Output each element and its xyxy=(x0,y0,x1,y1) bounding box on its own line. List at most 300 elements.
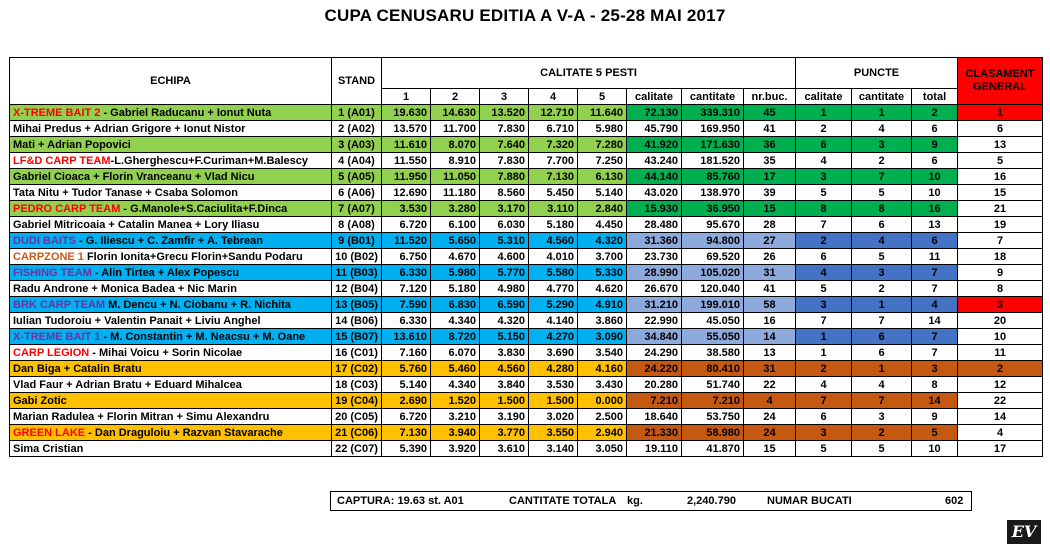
fish-weight-4: 4.270 xyxy=(529,329,578,345)
clasament-cell: 17 xyxy=(958,441,1043,457)
team-members: Vlad Faur + Adrian Bratu + Eduard Mihalcea xyxy=(13,378,242,391)
calitate-cell: 43.240 xyxy=(627,153,682,169)
fish-weight-3: 4.600 xyxy=(480,249,529,265)
fish-weight-1: 13.610 xyxy=(382,329,431,345)
clasament-cell: 19 xyxy=(958,217,1043,233)
fish-weight-2: 8.910 xyxy=(431,153,480,169)
fish-weight-3: 6.030 xyxy=(480,217,529,233)
fish-weight-4: 5.450 xyxy=(529,185,578,201)
fish-weight-1: 12.690 xyxy=(382,185,431,201)
fish-weight-5: 2.940 xyxy=(578,425,627,441)
stand-cell: 22 (C07) xyxy=(332,441,382,457)
table-row xyxy=(10,201,1043,217)
team-members: Tata Nitu + Tudor Tanase + Csaba Solomon xyxy=(13,186,238,199)
calitate-cell: 19.110 xyxy=(627,441,682,457)
fish-weight-4: 6.710 xyxy=(529,121,578,137)
team-members: Gabi Zotic xyxy=(13,394,67,407)
puncte-calitate: 7 xyxy=(796,217,852,233)
calitate-cell: 34.840 xyxy=(627,329,682,345)
fish-weight-5: 4.620 xyxy=(578,281,627,297)
fish-weight-2: 11.180 xyxy=(431,185,480,201)
fish-weight-3: 1.500 xyxy=(480,393,529,409)
fish-weight-3: 5.310 xyxy=(480,233,529,249)
puncte-total: 10 xyxy=(912,169,958,185)
fish-weight-2: 5.650 xyxy=(431,233,480,249)
calitate-cell: 31.360 xyxy=(627,233,682,249)
fish-weight-5: 3.700 xyxy=(578,249,627,265)
team-name xyxy=(10,153,332,169)
stand-cell: 12 (B04) xyxy=(332,281,382,297)
puncte-total: 6 xyxy=(912,233,958,249)
fish-weight-5: 7.280 xyxy=(578,137,627,153)
clasament-cell: 2 xyxy=(958,361,1043,377)
puncte-total: 7 xyxy=(912,329,958,345)
puncte-calitate: 5 xyxy=(796,441,852,457)
fish-weight-5: 3.430 xyxy=(578,377,627,393)
fish-weight-3: 3.840 xyxy=(480,377,529,393)
fish-weight-4: 5.290 xyxy=(529,297,578,313)
fish-weight-3: 4.560 xyxy=(480,361,529,377)
calitate-cell: 18.640 xyxy=(627,409,682,425)
fish-weight-2: 11.700 xyxy=(431,121,480,137)
puncte-cantitate: 1 xyxy=(852,297,912,313)
puncte-total: 7 xyxy=(912,345,958,361)
clasament-cell: 13 xyxy=(958,137,1043,153)
fish-weight-2: 14.630 xyxy=(431,105,480,121)
stand-cell: 13 (B05) xyxy=(332,297,382,313)
puncte-calitate: 3 xyxy=(796,297,852,313)
fish-weight-4: 4.770 xyxy=(529,281,578,297)
fish-weight-4: 3.550 xyxy=(529,425,578,441)
fish-weight-4: 4.140 xyxy=(529,313,578,329)
fish-weight-2: 3.280 xyxy=(431,201,480,217)
fish-weight-5: 4.160 xyxy=(578,361,627,377)
calitate-cell: 41.920 xyxy=(627,137,682,153)
fish-weight-2: 8.070 xyxy=(431,137,480,153)
stand-cell: 16 (C01) xyxy=(332,345,382,361)
stand-cell: 18 (C03) xyxy=(332,377,382,393)
buc-cell: 14 xyxy=(744,329,796,345)
fish-weight-4: 3.140 xyxy=(529,441,578,457)
team-name xyxy=(10,313,332,329)
puncte-calitate: 4 xyxy=(796,377,852,393)
buc-cell: 31 xyxy=(744,361,796,377)
calitate-cell: 28.480 xyxy=(627,217,682,233)
fish-weight-3: 5.150 xyxy=(480,329,529,345)
fish-weight-3: 3.190 xyxy=(480,409,529,425)
cantitate-cell: 51.740 xyxy=(682,377,744,393)
fish-weight-4: 4.560 xyxy=(529,233,578,249)
fish-weight-5: 11.640 xyxy=(578,105,627,121)
calitate-cell: 43.020 xyxy=(627,185,682,201)
puncte-calitate: 2 xyxy=(796,233,852,249)
team-members: Marian Radulea + Florin Mitran + Simu Alexandru xyxy=(13,410,270,423)
table-row xyxy=(10,185,1043,201)
puncte-total: 6 xyxy=(912,121,958,137)
buc-cell: 17 xyxy=(744,169,796,185)
calitate-cell: 21.330 xyxy=(627,425,682,441)
cantitate-cell: 138.970 xyxy=(682,185,744,201)
fish-weight-5: 4.320 xyxy=(578,233,627,249)
table-row xyxy=(10,121,1043,137)
team-name xyxy=(10,217,332,233)
puncte-total: 2 xyxy=(912,105,958,121)
fish-weight-5: 4.450 xyxy=(578,217,627,233)
table-row xyxy=(10,409,1043,425)
cantitate-cell: 41.870 xyxy=(682,441,744,457)
team-members: - M. Constantin + M. Neacsu + M. Oane xyxy=(100,330,306,343)
team-brand: GREEN LAKE xyxy=(13,426,86,439)
buc-cell: 41 xyxy=(744,121,796,137)
fish-weight-1: 11.520 xyxy=(382,233,431,249)
cantitate-cell: 69.520 xyxy=(682,249,744,265)
calitate-cell: 24.290 xyxy=(627,345,682,361)
fish-weight-3: 4.320 xyxy=(480,313,529,329)
fish-weight-1: 11.950 xyxy=(382,169,431,185)
team-name xyxy=(10,105,332,121)
subheader-1: 2 xyxy=(431,89,480,105)
team-name xyxy=(10,425,332,441)
clasament-cell: 3 xyxy=(958,297,1043,313)
results-table xyxy=(9,57,1043,457)
fish-weight-2: 4.670 xyxy=(431,249,480,265)
cantitate-cell: 7.210 xyxy=(682,393,744,409)
fish-weight-5: 2.500 xyxy=(578,409,627,425)
fish-weight-1: 6.330 xyxy=(382,265,431,281)
table-row xyxy=(10,233,1043,249)
puncte-cantitate: 6 xyxy=(852,345,912,361)
puncte-calitate: 5 xyxy=(796,281,852,297)
puncte-calitate: 8 xyxy=(796,201,852,217)
subheader-10: total xyxy=(912,89,958,105)
fish-weight-3: 7.880 xyxy=(480,169,529,185)
puncte-total: 14 xyxy=(912,313,958,329)
puncte-calitate: 7 xyxy=(796,313,852,329)
puncte-calitate: 4 xyxy=(796,153,852,169)
puncte-cantitate: 7 xyxy=(852,313,912,329)
fish-weight-2: 6.830 xyxy=(431,297,480,313)
puncte-cantitate: 1 xyxy=(852,105,912,121)
clasament-cell: 8 xyxy=(958,281,1043,297)
fish-weight-3: 3.770 xyxy=(480,425,529,441)
clasament-cell: 21 xyxy=(958,201,1043,217)
fish-weight-1: 7.120 xyxy=(382,281,431,297)
puncte-total: 6 xyxy=(912,153,958,169)
puncte-cantitate: 2 xyxy=(852,153,912,169)
team-name xyxy=(10,409,332,425)
fish-weight-3: 8.560 xyxy=(480,185,529,201)
calitate-cell: 26.670 xyxy=(627,281,682,297)
puncte-cantitate: 4 xyxy=(852,377,912,393)
subheader-6: cantitate xyxy=(682,89,744,105)
stand-cell: 21 (C06) xyxy=(332,425,382,441)
fish-weight-4: 7.130 xyxy=(529,169,578,185)
calitate-cell: 28.990 xyxy=(627,265,682,281)
calitate-cell: 45.790 xyxy=(627,121,682,137)
fish-weight-1: 6.330 xyxy=(382,313,431,329)
puncte-calitate: 3 xyxy=(796,169,852,185)
cantitate-cell: 199.010 xyxy=(682,297,744,313)
fish-weight-2: 4.340 xyxy=(431,377,480,393)
team-name xyxy=(10,329,332,345)
stand-cell: 6 (A06) xyxy=(332,185,382,201)
team-name xyxy=(10,393,332,409)
clasament-cell: 14 xyxy=(958,409,1043,425)
calitate-cell: 44.140 xyxy=(627,169,682,185)
puncte-cantitate: 5 xyxy=(852,441,912,457)
clasament-cell: 4 xyxy=(958,425,1043,441)
calitate-cell: 22.990 xyxy=(627,313,682,329)
fish-weight-2: 6.070 xyxy=(431,345,480,361)
puncte-calitate: 6 xyxy=(796,409,852,425)
subheader-5: calitate xyxy=(627,89,682,105)
calitate-cell: 7.210 xyxy=(627,393,682,409)
puncte-calitate: 3 xyxy=(796,425,852,441)
team-members: - Gabriel Raducanu + Ionut Nuta xyxy=(100,106,272,119)
cantitate-cell: 36.950 xyxy=(682,201,744,217)
team-members: Mati + Adrian Popovici xyxy=(13,138,131,151)
puncte-total: 5 xyxy=(912,425,958,441)
puncte-calitate: 2 xyxy=(796,361,852,377)
cantitate-cell: 45.050 xyxy=(682,313,744,329)
cantitate-cell: 94.800 xyxy=(682,233,744,249)
puncte-cantitate: 3 xyxy=(852,409,912,425)
team-name xyxy=(10,233,332,249)
clasament-cell: 1 xyxy=(958,105,1043,121)
puncte-total: 16 xyxy=(912,201,958,217)
table-row xyxy=(10,249,1043,265)
team-members: M. Dencu + N. Ciobanu + R. Nichita xyxy=(105,298,291,311)
calitate-cell: 72.130 xyxy=(627,105,682,121)
stand-cell: 1 (A01) xyxy=(332,105,382,121)
fish-weight-1: 13.570 xyxy=(382,121,431,137)
team-name xyxy=(10,249,332,265)
table-row xyxy=(10,441,1043,457)
cantitate-cell: 105.020 xyxy=(682,265,744,281)
team-members: Gabriel Cioaca + Florin Vranceanu + Vlad Nicu xyxy=(13,170,255,183)
puncte-total: 7 xyxy=(912,281,958,297)
puncte-total: 13 xyxy=(912,217,958,233)
fish-weight-4: 5.580 xyxy=(529,265,578,281)
fish-weight-1: 6.720 xyxy=(382,409,431,425)
table-row xyxy=(10,361,1043,377)
cantitate-label: CANTITATE TOTALA xyxy=(509,495,617,507)
puncte-cantitate: 3 xyxy=(852,265,912,281)
team-brand: BRK CARP TEAM xyxy=(13,298,106,311)
puncte-calitate: 1 xyxy=(796,329,852,345)
puncte-calitate: 7 xyxy=(796,393,852,409)
puncte-calitate: 4 xyxy=(796,265,852,281)
team-brand: LF&D CARP TEAM xyxy=(13,154,111,167)
stand-cell: 5 (A05) xyxy=(332,169,382,185)
calitate-cell: 23.730 xyxy=(627,249,682,265)
stand-cell: 10 (B02) xyxy=(332,249,382,265)
puncte-cantitate: 4 xyxy=(852,121,912,137)
team-name xyxy=(10,137,332,153)
buc-cell: 27 xyxy=(744,233,796,249)
team-name xyxy=(10,201,332,217)
puncte-cantitate: 2 xyxy=(852,281,912,297)
fish-weight-4: 3.690 xyxy=(529,345,578,361)
team-members: Florin Ionita+Grecu Florin+Sandu Podaru xyxy=(83,250,303,263)
fish-weight-5: 3.540 xyxy=(578,345,627,361)
fish-weight-5: 7.250 xyxy=(578,153,627,169)
fish-weight-2: 1.520 xyxy=(431,393,480,409)
cantitate-cell: 181.520 xyxy=(682,153,744,169)
header-calitate: CALITATE 5 PESTI xyxy=(382,58,796,89)
stand-cell: 7 (A07) xyxy=(332,201,382,217)
puncte-calitate: 1 xyxy=(796,105,852,121)
fish-weight-5: 2.840 xyxy=(578,201,627,217)
table-row xyxy=(10,377,1043,393)
table-row xyxy=(10,137,1043,153)
fish-weight-3: 5.770 xyxy=(480,265,529,281)
table-row xyxy=(10,105,1043,121)
fish-weight-5: 5.140 xyxy=(578,185,627,201)
header-puncte: PUNCTE xyxy=(796,58,958,89)
team-members: - G. Iliescu + C. Zamfir + A. Tebrean xyxy=(75,234,264,247)
puncte-total: 4 xyxy=(912,297,958,313)
fish-weight-5: 3.090 xyxy=(578,329,627,345)
fish-weight-4: 7.320 xyxy=(529,137,578,153)
team-members: Gabriel Mitricoaia + Catalin Manea + Lory Iliasu xyxy=(13,218,260,231)
table-row xyxy=(10,281,1043,297)
fish-weight-1: 7.590 xyxy=(382,297,431,313)
puncte-calitate: 2 xyxy=(796,121,852,137)
buc-label: NUMAR BUCATI xyxy=(767,495,852,507)
cantitate-value: 2,240.790 xyxy=(687,495,736,507)
fish-weight-2: 3.940 xyxy=(431,425,480,441)
puncte-cantitate: 7 xyxy=(852,393,912,409)
team-name xyxy=(10,377,332,393)
table-row xyxy=(10,425,1043,441)
puncte-cantitate: 4 xyxy=(852,233,912,249)
table-row xyxy=(10,329,1043,345)
team-members: Iulian Tudoroiu + Valentin Panait + Liviu Anghel xyxy=(13,314,261,327)
fish-weight-1: 5.140 xyxy=(382,377,431,393)
table-row xyxy=(10,393,1043,409)
stand-cell: 20 (C05) xyxy=(332,409,382,425)
fish-weight-1: 3.530 xyxy=(382,201,431,217)
puncte-total: 3 xyxy=(912,361,958,377)
puncte-cantitate: 7 xyxy=(852,169,912,185)
fish-weight-4: 12.710 xyxy=(529,105,578,121)
cantitate-cell: 120.040 xyxy=(682,281,744,297)
fish-weight-5: 3.050 xyxy=(578,441,627,457)
totals-footer xyxy=(330,491,972,511)
ev-logo: EV xyxy=(1007,520,1041,544)
buc-cell: 13 xyxy=(744,345,796,361)
buc-cell: 16 xyxy=(744,313,796,329)
team-members: - Dan Draguloiu + Razvan Stavarache xyxy=(85,426,283,439)
team-name xyxy=(10,361,332,377)
cantitate-cell: 169.950 xyxy=(682,121,744,137)
team-brand: X-TREME BAIT 2 xyxy=(13,106,101,119)
buc-cell: 24 xyxy=(744,409,796,425)
calitate-cell: 20.280 xyxy=(627,377,682,393)
fish-weight-3: 7.830 xyxy=(480,153,529,169)
header-stand: STAND xyxy=(332,58,382,105)
table-row xyxy=(10,313,1043,329)
team-name xyxy=(10,281,332,297)
clasament-cell: 15 xyxy=(958,185,1043,201)
calitate-cell: 24.220 xyxy=(627,361,682,377)
team-name xyxy=(10,441,332,457)
fish-weight-1: 5.390 xyxy=(382,441,431,457)
table-row xyxy=(10,153,1043,169)
clasament-cell: 9 xyxy=(958,265,1043,281)
fish-weight-2: 8.720 xyxy=(431,329,480,345)
puncte-total: 10 xyxy=(912,185,958,201)
team-members: -L.Gherghescu+F.Curiman+M.Balescy xyxy=(110,154,309,167)
buc-value: 602 xyxy=(945,495,964,507)
puncte-total: 9 xyxy=(912,137,958,153)
stand-cell: 15 (B07) xyxy=(332,329,382,345)
fish-weight-1: 11.610 xyxy=(382,137,431,153)
fish-weight-3: 7.640 xyxy=(480,137,529,153)
subheader-7: nr.buc. xyxy=(744,89,796,105)
fish-weight-1: 2.690 xyxy=(382,393,431,409)
puncte-total: 14 xyxy=(912,393,958,409)
fish-weight-3: 3.170 xyxy=(480,201,529,217)
stand-cell: 4 (A04) xyxy=(332,153,382,169)
stand-cell: 17 (C02) xyxy=(332,361,382,377)
subheader-2: 3 xyxy=(480,89,529,105)
table-row xyxy=(10,169,1043,185)
team-name xyxy=(10,169,332,185)
fish-weight-5: 5.330 xyxy=(578,265,627,281)
subheader-0: 1 xyxy=(382,89,431,105)
team-members: Sima Cristian xyxy=(13,442,84,455)
cantitate-cell: 53.750 xyxy=(682,409,744,425)
cantitate-cell: 38.580 xyxy=(682,345,744,361)
puncte-cantitate: 6 xyxy=(852,217,912,233)
fish-weight-5: 5.980 xyxy=(578,121,627,137)
team-members: - G.Manole+S.Caciulita+F.Dinca xyxy=(120,202,288,215)
fish-weight-4: 4.010 xyxy=(529,249,578,265)
team-members: - Mihai Voicu + Sorin Nicolae xyxy=(89,346,243,359)
cantitate-cell: 80.410 xyxy=(682,361,744,377)
fish-weight-2: 5.180 xyxy=(431,281,480,297)
buc-cell: 45 xyxy=(744,105,796,121)
puncte-cantitate: 6 xyxy=(852,329,912,345)
team-members: Dan Biga + Catalin Bratu xyxy=(13,362,142,375)
clasament-cell: 6 xyxy=(958,121,1043,137)
table-row xyxy=(10,265,1043,281)
team-name xyxy=(10,265,332,281)
fish-weight-2: 5.460 xyxy=(431,361,480,377)
fish-weight-1: 6.720 xyxy=(382,217,431,233)
fish-weight-1: 6.750 xyxy=(382,249,431,265)
buc-cell: 39 xyxy=(744,185,796,201)
fish-weight-3: 3.610 xyxy=(480,441,529,457)
fish-weight-3: 7.830 xyxy=(480,121,529,137)
fish-weight-5: 4.910 xyxy=(578,297,627,313)
header-clasament: CLASAMENT GENERAL xyxy=(958,58,1043,105)
header-echipa: ECHIPA xyxy=(10,58,332,105)
team-brand: CARP LEGION xyxy=(13,346,90,359)
buc-cell: 26 xyxy=(744,249,796,265)
puncte-total: 11 xyxy=(912,249,958,265)
stand-cell: 2 (A02) xyxy=(332,121,382,137)
fish-weight-4: 4.280 xyxy=(529,361,578,377)
buc-cell: 31 xyxy=(744,265,796,281)
fish-weight-4: 7.700 xyxy=(529,153,578,169)
clasament-cell: 10 xyxy=(958,329,1043,345)
fish-weight-5: 6.130 xyxy=(578,169,627,185)
puncte-calitate: 1 xyxy=(796,345,852,361)
fish-weight-2: 3.210 xyxy=(431,409,480,425)
